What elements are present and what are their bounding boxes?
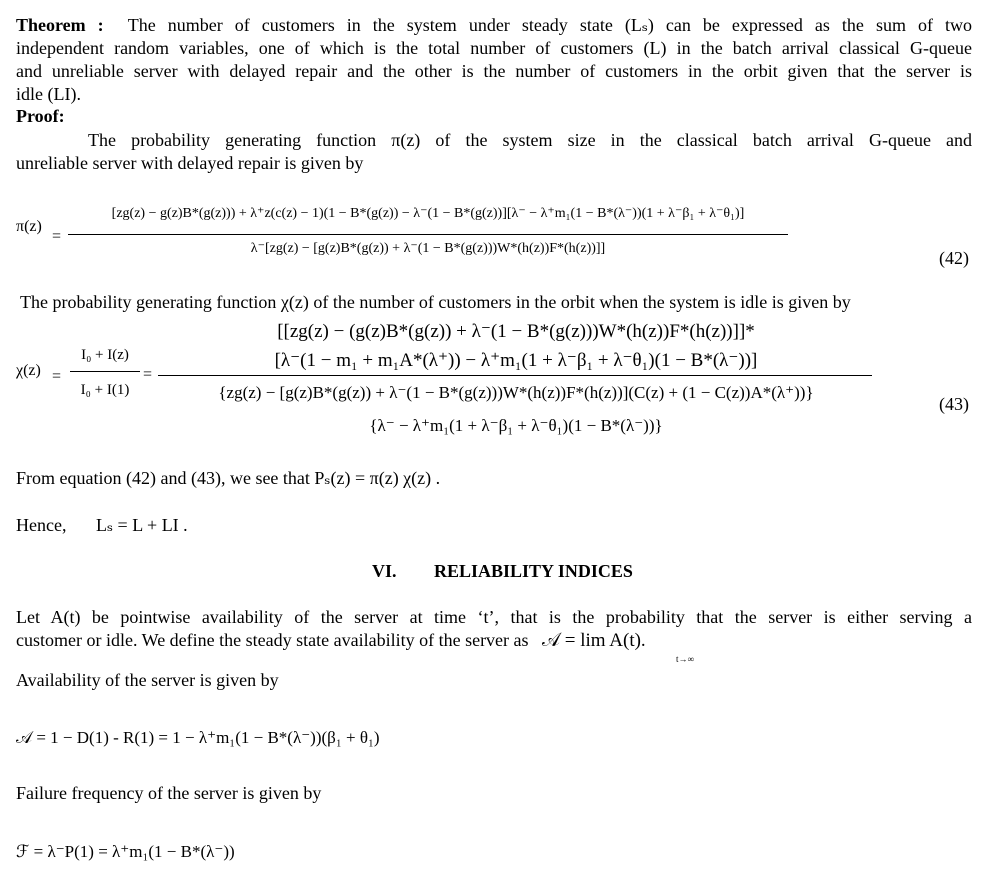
eq43-lhs: χ(z) — [16, 362, 41, 379]
eq43-denominator-line-2: {λ⁻ − λ⁺m₁(1 + λ⁻β₁ + λ⁻θ₁)(1 − B*(λ⁻))} — [369, 416, 663, 435]
limit-subscript: t→∞ — [676, 654, 694, 664]
eq42-denominator: λ⁻[zg(z) − [g(z)B*(g(z)) + λ⁻(1 − B*(g(z)))W*(h(z))F*(h(z))]] — [250, 241, 606, 256]
failure-equation: ℱ = λ⁻P(1) = λ⁺m₁(1 − B*(λ⁻)) — [16, 842, 235, 861]
eq43-number: (43) — [939, 394, 969, 414]
proof-paragraph — [16, 129, 972, 175]
hence-label: Hence, — [16, 515, 67, 535]
eq43-frac1-numerator: I₀ + I(z) — [81, 347, 129, 363]
availability-definition: 𝒜 = lim A(t). — [542, 630, 646, 651]
eq42-equals: = — [52, 228, 62, 245]
theorem-line-2: independent random variables, one of which is the total number of customers (L) in the batch arrival classical G-queue — [16, 38, 972, 58]
eq43-equals-2: = — [143, 366, 153, 383]
eq43-frac1-denominator: I₀ + I(1) — [80, 382, 130, 398]
eq43-equals-1: = — [52, 368, 62, 385]
availability-intro-line-1: Let A(t) be pointwise availability of the server at time ‘t’, that is the probability that the server is either serving a — [16, 607, 972, 627]
theorem-paragraph — [16, 14, 972, 106]
eq43-numerator-line-1: [[zg(z) − (g(z)B*(g(z)) + λ⁻(1 − B*(g(z)))W*(h(z))F*(h(z))]]* — [277, 321, 755, 342]
availability-intro-line-2 — [16, 629, 972, 652]
eq43-denominator-line-1: {zg(z) − [g(z)B*(g(z)) + λ⁻(1 − B*(g(z)))W*(h(z))F*(h(z))](C(z) + (1 − C(z))A*(λ⁺))} — [218, 383, 814, 402]
eq42-numerator: [zg(z) − g(z)B*(g(z))) + λ⁺z(c(z) − 1)(1 − B*(g(z)) − λ⁻(1 − B*(g(z))][λ⁻ − λ⁺m₁(1 − B*(λ⁻))(1 + λ⁻β₁ + λ⁻θ₁)] — [111, 206, 745, 221]
chi-intro: The probability generating function χ(z) of the number of customers in the orbit when the system is idle is given by — [20, 292, 851, 312]
section-number: VI. — [372, 561, 397, 581]
eq42-fraction-bar — [68, 234, 788, 235]
proof-line-1: The probability generating function π(z) of the system size in the classical batch arrival G-queue and — [88, 130, 972, 150]
failure-given-text: Failure frequency of the server is given by — [16, 783, 322, 803]
availability-equation: 𝒜 = 1 − D(1) - R(1) = 1 − λ⁺m₁(1 − B*(λ⁻))(β₁ + θ₁) — [16, 728, 380, 747]
eq42-number: (42) — [939, 248, 969, 268]
eq42-lhs: π(z) — [16, 218, 42, 235]
proof-label: Proof: — [16, 106, 65, 126]
eq43-frac1-bar — [70, 371, 140, 372]
proof-line-2: unreliable server with delayed repair is given by — [16, 153, 364, 173]
eq43-numerator-line-2: [λ⁻(1 − m₁ + m₁A*(λ⁺)) − λ⁺m₁(1 + λ⁻β₁ + λ⁻θ₁)(1 − B*(λ⁻))] — [274, 350, 758, 371]
availability-intro-text-2: customer or idle. We define the steady state availability of the server as — [16, 630, 529, 650]
from-equation-text: From equation (42) and (43), we see that Pₛ(z) = π(z) χ(z) . — [16, 468, 441, 488]
theorem-line-1 — [16, 14, 972, 37]
theorem-label: Theorem : — [16, 15, 104, 35]
availability-given-text: Availability of the server is given by — [16, 670, 279, 690]
theorem-line-3: and unreliable server with delayed repair and the other is the number of customers in the orbit given that the server is — [16, 61, 972, 81]
eq43-fraction-bar — [158, 375, 872, 376]
section-title: RELIABILITY INDICES — [434, 561, 633, 581]
hence-expression: Lₛ = L + LΙ . — [96, 515, 188, 535]
theorem-text-1: The number of customers in the system under steady state (Lₛ) can be expressed as the sum of two — [127, 15, 972, 35]
availability-intro — [16, 606, 972, 652]
theorem-line-4: idle (LΙ). — [16, 84, 81, 104]
